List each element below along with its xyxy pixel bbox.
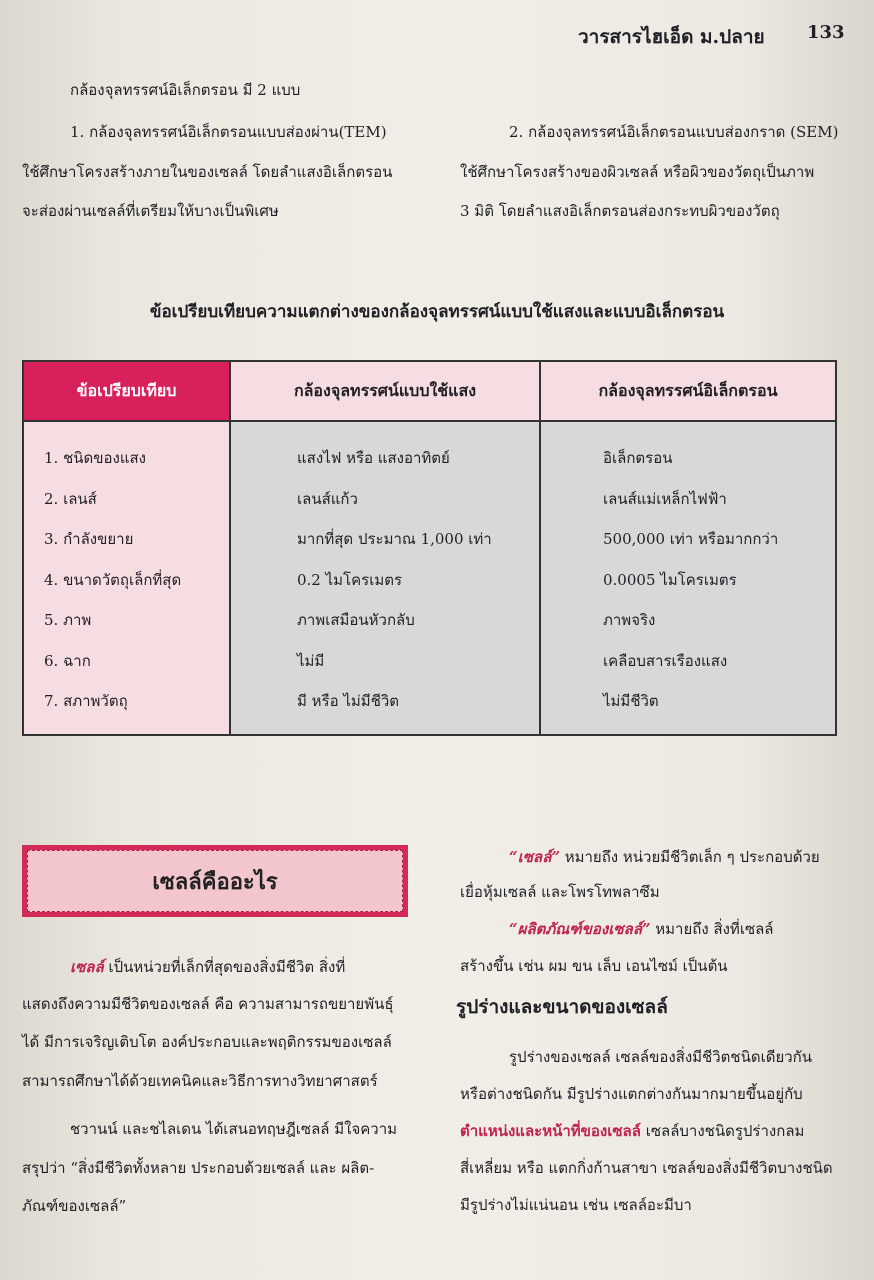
table-cell: 7. สภาพวัตถุ (44, 692, 128, 710)
table-cell: เลนส์แก้ว (297, 489, 358, 508)
term-highlight: ตำแหน่งและหน้าที่ของเซลล์ (460, 1122, 641, 1140)
table-cell: มี หรือ ไม่มีชีวิต (297, 692, 400, 710)
intro-lead: กล้องจุลทรรศน์อิเล็กตรอน มี 2 แบบ (70, 81, 301, 99)
definition-text: หมายถึง หน่วยมีชีวิตเล็ก ๆ ประกอบด้วย (559, 848, 820, 866)
paragraph-line: สี่เหลี่ยม หรือ แตกกิ่งก้านสาขา เซลล์ของสิ่งมีชีวิตบางชนิด (460, 1159, 833, 1177)
electron-microscope-column (540, 421, 836, 735)
column-header-light-microscope: กล้องจุลทรรศน์แบบใช้แสง (230, 361, 540, 421)
tem-line-1: 1. กล้องจุลทรรศน์อิเล็กตรอนแบบส่องผ่าน(TEM) (70, 123, 387, 141)
paragraph-line: ภัณฑ์ของเซลล์” (22, 1197, 127, 1215)
tem-line-3: จะส่องผ่านเซลล์ที่เตรียมให้บางเป็นพิเศษ (22, 202, 279, 220)
table-header-row (23, 361, 836, 421)
section-title-box (22, 845, 408, 917)
subheading: รูปร่างและขนาดของเซลล์ (456, 996, 668, 1018)
table-cell: ภาพเสมือนหัวกลับ (297, 611, 415, 629)
paragraph-line: มีรูปร่างไม่แน่นอน เช่น เซลล์อะมีบา (460, 1196, 692, 1214)
sem-line-2: ใช้ศึกษาโครงสร้างของผิวเซลล์ หรือผิวของวัตถุเป็นภาพ (460, 163, 815, 181)
paragraph-line: หรือต่างชนิดกัน มีรูปร่างแตกต่างกันมากมายขึ้นอยู่กับ (460, 1085, 803, 1103)
paragraph-text: เซลล์บางชนิดรูปร่างกลม (640, 1122, 805, 1140)
term-highlight: “เซลล์” (509, 848, 560, 866)
paragraph-text: เป็นหน่วยที่เล็กที่สุดของสิ่งมีชีวิต สิ่งที่ (108, 958, 346, 976)
column-header-criteria: ข้อเปรียบเทียบ (23, 361, 230, 421)
definition-product (509, 917, 774, 941)
definition-cell (509, 845, 820, 869)
table-cell: 0.0005 ไมโครเมตร (603, 570, 737, 589)
table-cell: 500,000 เท่า หรือมากกว่า (603, 530, 779, 548)
table-cell: 4. ขนาดวัตถุเล็กที่สุด (44, 570, 182, 589)
paragraph-line: รูปร่างของเซลล์ เซลล์ของสิ่งมีชีวิตชนิดเดียวกัน (509, 1048, 813, 1066)
definition-line: สร้างขึ้น เช่น ผม ขน เล็บ เอนไซม์ เป็นต้น (460, 957, 728, 975)
table-cell: ไม่มีชีวิต (603, 692, 659, 710)
paragraph-line (70, 955, 345, 979)
section-title: เซลล์คืออะไร (152, 868, 278, 895)
table-cell: 2. เลนส์ (44, 489, 97, 508)
comparison-heading: ข้อเปรียบเทียบความแตกต่างของกล้องจุลทรรศน์แบบใช้แสงและแบบอิเล็กตรอน (149, 302, 725, 322)
paragraph-line: แสดงถึงความมีชีวิตของเซลล์ คือ ความสามารถขยายพันธุ์ (22, 995, 394, 1013)
paragraph-line (460, 1119, 804, 1143)
table-body-row (23, 421, 836, 735)
sem-line-1: 2. กล้องจุลทรรศน์อิเล็กตรอนแบบส่องกราด (SEM) (509, 123, 839, 141)
table-cell: เคลือบสารเรืองแสง (603, 651, 728, 670)
table-cell: 5. ภาพ (44, 611, 92, 629)
term-highlight: “ผลิตภัณฑ์ของเซลล์” (509, 920, 651, 938)
paragraph-line: ได้ มีการเจริญเติบโต องค์ประกอบและพฤติกรรมของเซลล์ (22, 1033, 392, 1051)
journal-title: วารสารไฮเอ็ด ม.ปลาย (578, 26, 765, 48)
table-cell: 0.2 ไมโครเมตร (297, 570, 403, 589)
term-highlight: เซลล์ (70, 958, 104, 976)
table-cell: มากที่สุด ประมาณ 1,000 เท่า (297, 530, 492, 548)
table-cell: แสงไฟ หรือ แสงอาทิตย์ (297, 449, 450, 467)
definition-line: เยื่อหุ้มเซลล์ และโพรโทพลาซึม (460, 883, 660, 901)
paragraph-line: ชวานน์ และชไลเดน ได้เสนอทฤษฎีเซลล์ มีใจความ (70, 1120, 398, 1138)
tem-line-2: ใช้ศึกษาโครงสร้างภายในของเซลล์ โดยลำแสงอิเล็กตรอน (22, 163, 393, 181)
table-cell: 1. ชนิดของแสง (44, 449, 146, 467)
table-cell: 6. ฉาก (44, 651, 91, 670)
table-cell: ไม่มี (297, 651, 325, 670)
page-number: 133 (807, 22, 845, 43)
table-cell: 3. กำลังขยาย (44, 530, 134, 548)
light-microscope-column (230, 421, 540, 735)
comparison-table (22, 360, 837, 736)
table-cell: ภาพจริง (603, 611, 656, 629)
sem-line-3: 3 มิติ โดยลำแสงอิเล็กตรอนส่องกระทบผิวของวัตถุ (460, 202, 780, 220)
table-cell: เลนส์แม่เหล็กไฟฟ้า (603, 489, 727, 508)
table-cell: อิเล็กตรอน (603, 449, 673, 467)
paragraph-line: สรุปว่า “สิ่งมีชีวิตทั้งหลาย ประกอบด้วยเซลล์ และ ผลิต- (22, 1159, 375, 1177)
column-header-electron-microscope: กล้องจุลทรรศน์อิเล็กตรอน (540, 361, 836, 421)
criteria-column (23, 421, 230, 735)
paragraph-line: สามารถศึกษาได้ด้วยเทคนิคและวิธีการทางวิทยาศาสตร์ (22, 1072, 378, 1090)
definition-text: หมายถึง สิ่งที่เซลล์ (650, 920, 774, 938)
